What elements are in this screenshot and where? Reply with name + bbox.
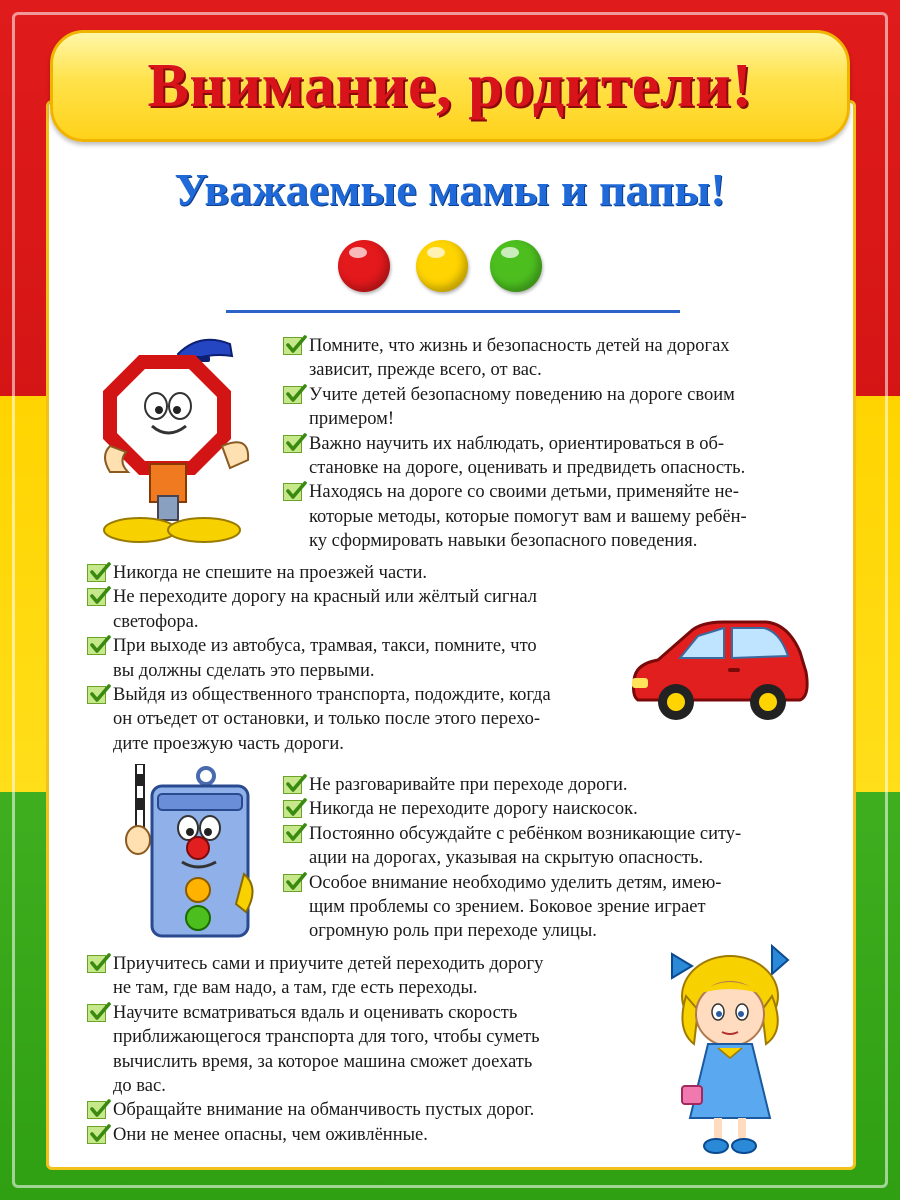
traffic-light-icon: [338, 240, 548, 292]
tip-line: Помните, что жизнь и безопасность детей на дорогах: [309, 336, 730, 356]
tip-line: ации на дорогах, указывая на скрытую опасность.: [309, 848, 704, 869]
tip-line: Постоянно обсуждайте с ребёнком возникающие ситу-: [309, 823, 742, 844]
title-banner: [50, 30, 850, 142]
red-light-icon: [338, 240, 390, 292]
tip-line: Обращайте внимание на обманчивость пустых дорог.: [113, 1100, 535, 1121]
red-car-icon: [628, 612, 812, 724]
page-subtitle: Уважаемые мамы и папы!: [174, 164, 726, 215]
tip-item: [283, 797, 828, 821]
tip-line: ку сформировать навыки безопасного поведения.: [309, 531, 698, 552]
tip-line: примером!: [309, 409, 394, 430]
tip-line: Научите всматриваться вдаль и оценивать скорость: [113, 1002, 518, 1023]
tip-line: Не переходите дорогу на красный или жёлтый сигнал: [113, 587, 538, 608]
tip-item: [87, 585, 607, 634]
tip-line: до вас.: [113, 1076, 166, 1097]
tip-line: щим проблемы со зрением. Боковое зрение играет: [309, 897, 706, 918]
check-icon: [87, 686, 106, 704]
tip-line: светофора.: [113, 611, 199, 632]
check-icon: [283, 776, 302, 794]
tip-line: Они не менее опасны, чем оживлённые.: [113, 1124, 428, 1145]
tip-line: Особое внимание необходимо уделить детям, имею-: [309, 872, 722, 893]
tip-item: [87, 561, 607, 585]
tip-line: огромную роль при переходе улицы.: [309, 921, 597, 942]
check-icon: [87, 637, 106, 655]
tip-line: Выйдя из общественного транспорта, подождите, когда: [113, 685, 551, 706]
yellow-light-icon: [416, 240, 468, 292]
check-icon: [283, 800, 302, 818]
tip-line: вычислить время, за которое машина сможет доехать: [113, 1051, 533, 1072]
tip-line: вы должны сделать это первыми.: [113, 660, 375, 681]
tip-item: [283, 822, 828, 871]
check-icon: [283, 874, 302, 892]
check-icon: [87, 1101, 106, 1119]
tip-line: дите проезжую часть дороги.: [113, 733, 344, 754]
tip-line: Находясь на дороге со своими детьми, применяйте не-: [309, 482, 739, 503]
tip-line: Никогда не спешите на проезжей части.: [113, 563, 427, 583]
check-icon: [87, 588, 106, 606]
check-icon: [283, 435, 302, 453]
tip-item: [87, 683, 607, 756]
check-icon: [87, 1126, 106, 1144]
tip-item: [283, 432, 828, 481]
tip-line: Важно научить их наблюдать, ориентироваться в об-: [309, 433, 725, 454]
tip-line: Приучитесь сами и приучите детей переходить дорогу: [113, 954, 544, 974]
check-icon: [87, 564, 106, 582]
check-icon: [283, 386, 302, 404]
divider: [226, 310, 680, 313]
tips-block-2: [87, 561, 607, 756]
check-icon: [87, 1004, 106, 1022]
tip-item: [87, 1001, 627, 1099]
tip-item: [87, 952, 627, 1001]
tips-block-1: [283, 334, 828, 554]
tip-item: [283, 383, 828, 432]
tip-line: он отъедет от остановки, и только после этого перехо-: [113, 709, 541, 730]
tip-item: [283, 480, 828, 553]
tip-line: Никогда не переходите дорогу наискосок.: [309, 799, 638, 820]
girl-character: [668, 940, 792, 1156]
tip-line: При выходе из автобуса, трамвая, такси, помните, что: [113, 636, 537, 657]
tip-line: приближающегося транспорта для того, чтобы суметь: [113, 1027, 540, 1048]
check-icon: [87, 955, 106, 973]
tip-item: [283, 871, 828, 944]
tip-line: зависит, прежде всего, от вас.: [309, 360, 542, 381]
tip-item: [283, 773, 828, 797]
check-icon: [283, 483, 302, 501]
check-icon: [283, 337, 302, 355]
tips-block-3: [283, 773, 828, 944]
traffic-light-character: [118, 764, 258, 946]
tip-item: [87, 1123, 627, 1147]
tips-block-4: [87, 952, 627, 1147]
tip-item: [283, 334, 828, 383]
green-light-icon: [490, 240, 542, 292]
page-title: Внимание, родители!: [147, 51, 753, 120]
tip-line: Учите детей безопасному поведению на дороге своим: [309, 384, 735, 405]
tip-item: [87, 634, 607, 683]
tip-line: Не разговаривайте при переходе дороги.: [309, 775, 628, 795]
tip-line: не там, где вам надо, а там, где есть переходы.: [113, 978, 478, 999]
tip-line: становке на дороге, оценивать и предвидеть опасность.: [309, 458, 746, 479]
check-icon: [283, 825, 302, 843]
tip-item: [87, 1098, 627, 1122]
road-sign-character: [100, 326, 260, 548]
tip-line: которые методы, которые помогут вам и вашему ребён-: [309, 506, 747, 527]
